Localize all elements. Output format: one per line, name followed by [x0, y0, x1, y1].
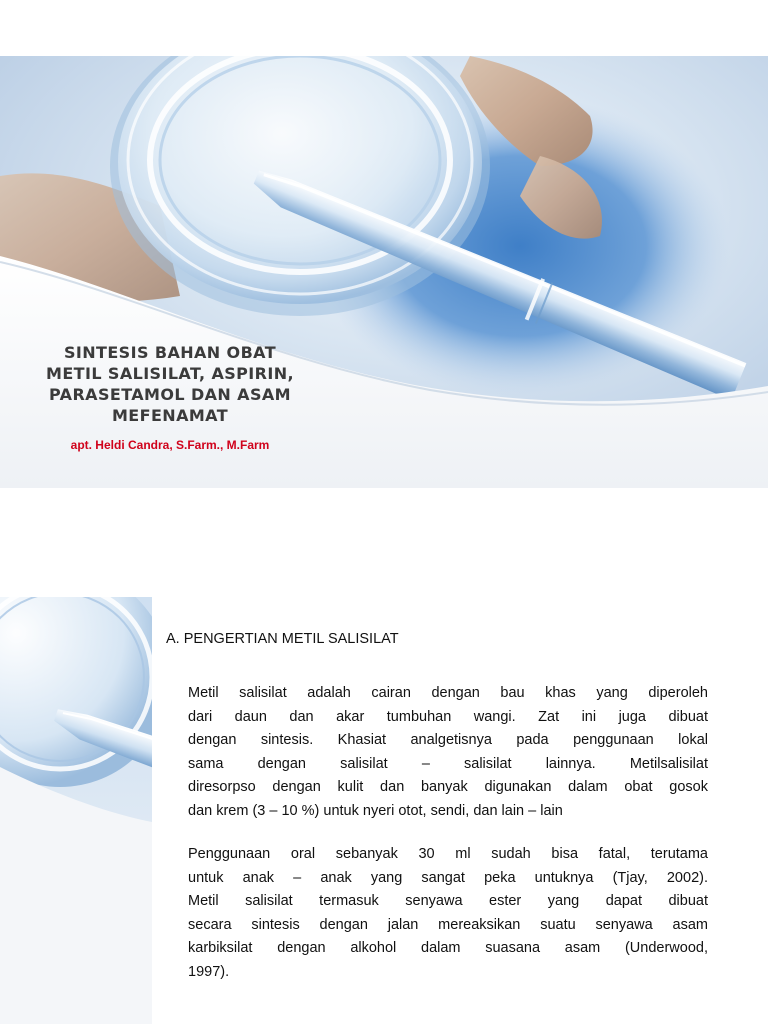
paragraph-1 — [188, 682, 708, 823]
content-slide — [0, 597, 768, 1024]
text-line: secara sintesis dengan jalan mereaksikan suatu senyawa asam — [188, 916, 708, 933]
text-line: Metil salisilat termasuk senyawa ester yang dapat dibuat — [188, 893, 708, 909]
section-heading: A. PENGERTIAN METIL SALISILAT — [166, 631, 399, 647]
text-line: dan krem (3 – 10 %) untuk nyeri otot, sendi, dan lain – lain — [188, 802, 563, 819]
title-line: SINTESIS BAHAN OBAT — [63, 343, 277, 362]
slide-title — [30, 342, 310, 426]
title-line: MEFENAMAT — [111, 406, 229, 425]
title-line: METIL SALISILAT, ASPIRIN, — [46, 364, 294, 383]
title-slide — [0, 56, 768, 488]
author-name: apt. Heldi Candra, S.Farm., M.Farm — [70, 438, 270, 452]
text-line: 1997). — [188, 963, 230, 980]
text-line: Metil salisilat adalah cairan dengan bau khas yang diperoleh — [188, 685, 708, 701]
text-line: Penggunaan oral sebanyak 30 ml sudah bisa fatal, terutama — [188, 846, 708, 862]
text-line: dengan sintesis. Khasiat analgetisnya pada penggunaan lokal — [188, 732, 708, 748]
text-line: dari daun dan akar tumbuhan wangi. Zat ini juga dibuat — [188, 708, 708, 725]
paragraph-2 — [188, 843, 708, 984]
text-line: untuk anak – anak yang sangat peka untuknya (Tjay, 2002). — [188, 869, 708, 886]
text-line: karbiksilat dengan alkohol dalam suasana asam (Underwood, — [188, 940, 708, 956]
side-image-strip — [0, 597, 152, 1024]
text-line: sama dengan salisilat – salisilat lainnya. Metilsalisilat — [188, 755, 708, 772]
text-line: diresorpso dengan kulit dan banyak digunakan dalam obat gosok — [188, 779, 708, 795]
title-line: PARASETAMOL DAN ASAM — [49, 385, 291, 404]
